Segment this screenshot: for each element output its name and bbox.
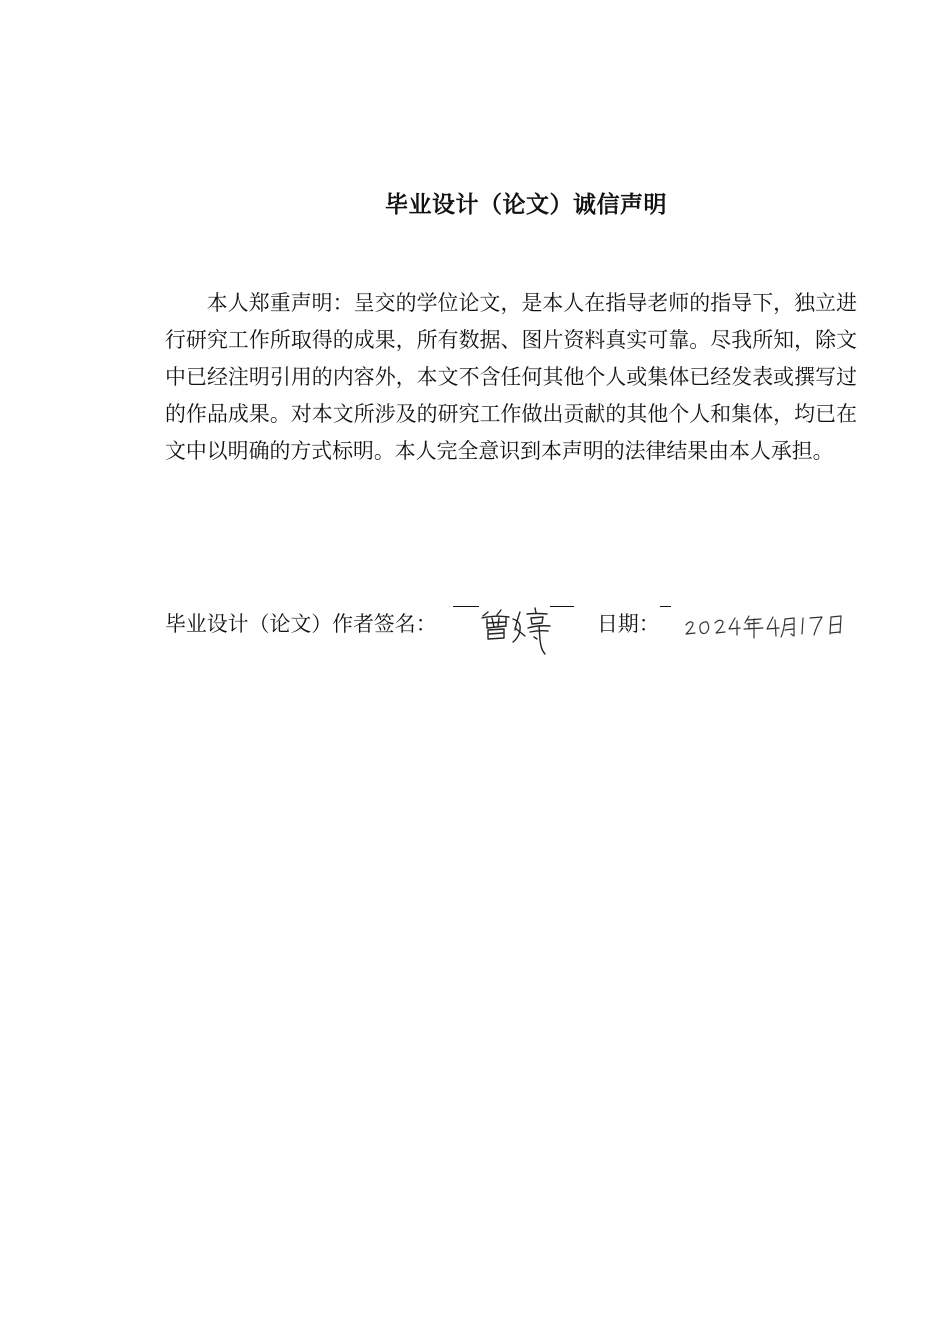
- declaration-body: 本人郑重声明：呈交的学位论文，是本人在指导老师的指导下，独立进行研究工作所取得的成果，所有数据、图片资料真实可靠。尽我所知，除文中已经注明引用的内容外，本文不含任何其他个人或集体已经发表或撰写过的作品成果。对本文所涉及的研究工作做出贡献的其他个人和集体，均已在文中以明确的方式标明。本人完全意识到本声明的法律结果由本人承担。: [165, 291, 857, 463]
- date-label: 日期：: [597, 612, 660, 636]
- signature-blank-left: [453, 606, 479, 607]
- date-blank: [660, 606, 671, 607]
- signature-blank-right: [550, 606, 574, 607]
- handwritten-date: [683, 606, 855, 646]
- page-title: 毕业设计（论文）诚信声明: [385, 192, 667, 218]
- handwritten-signature: [479, 606, 555, 658]
- signature-label: 毕业设计（论文）作者签名：: [165, 612, 437, 636]
